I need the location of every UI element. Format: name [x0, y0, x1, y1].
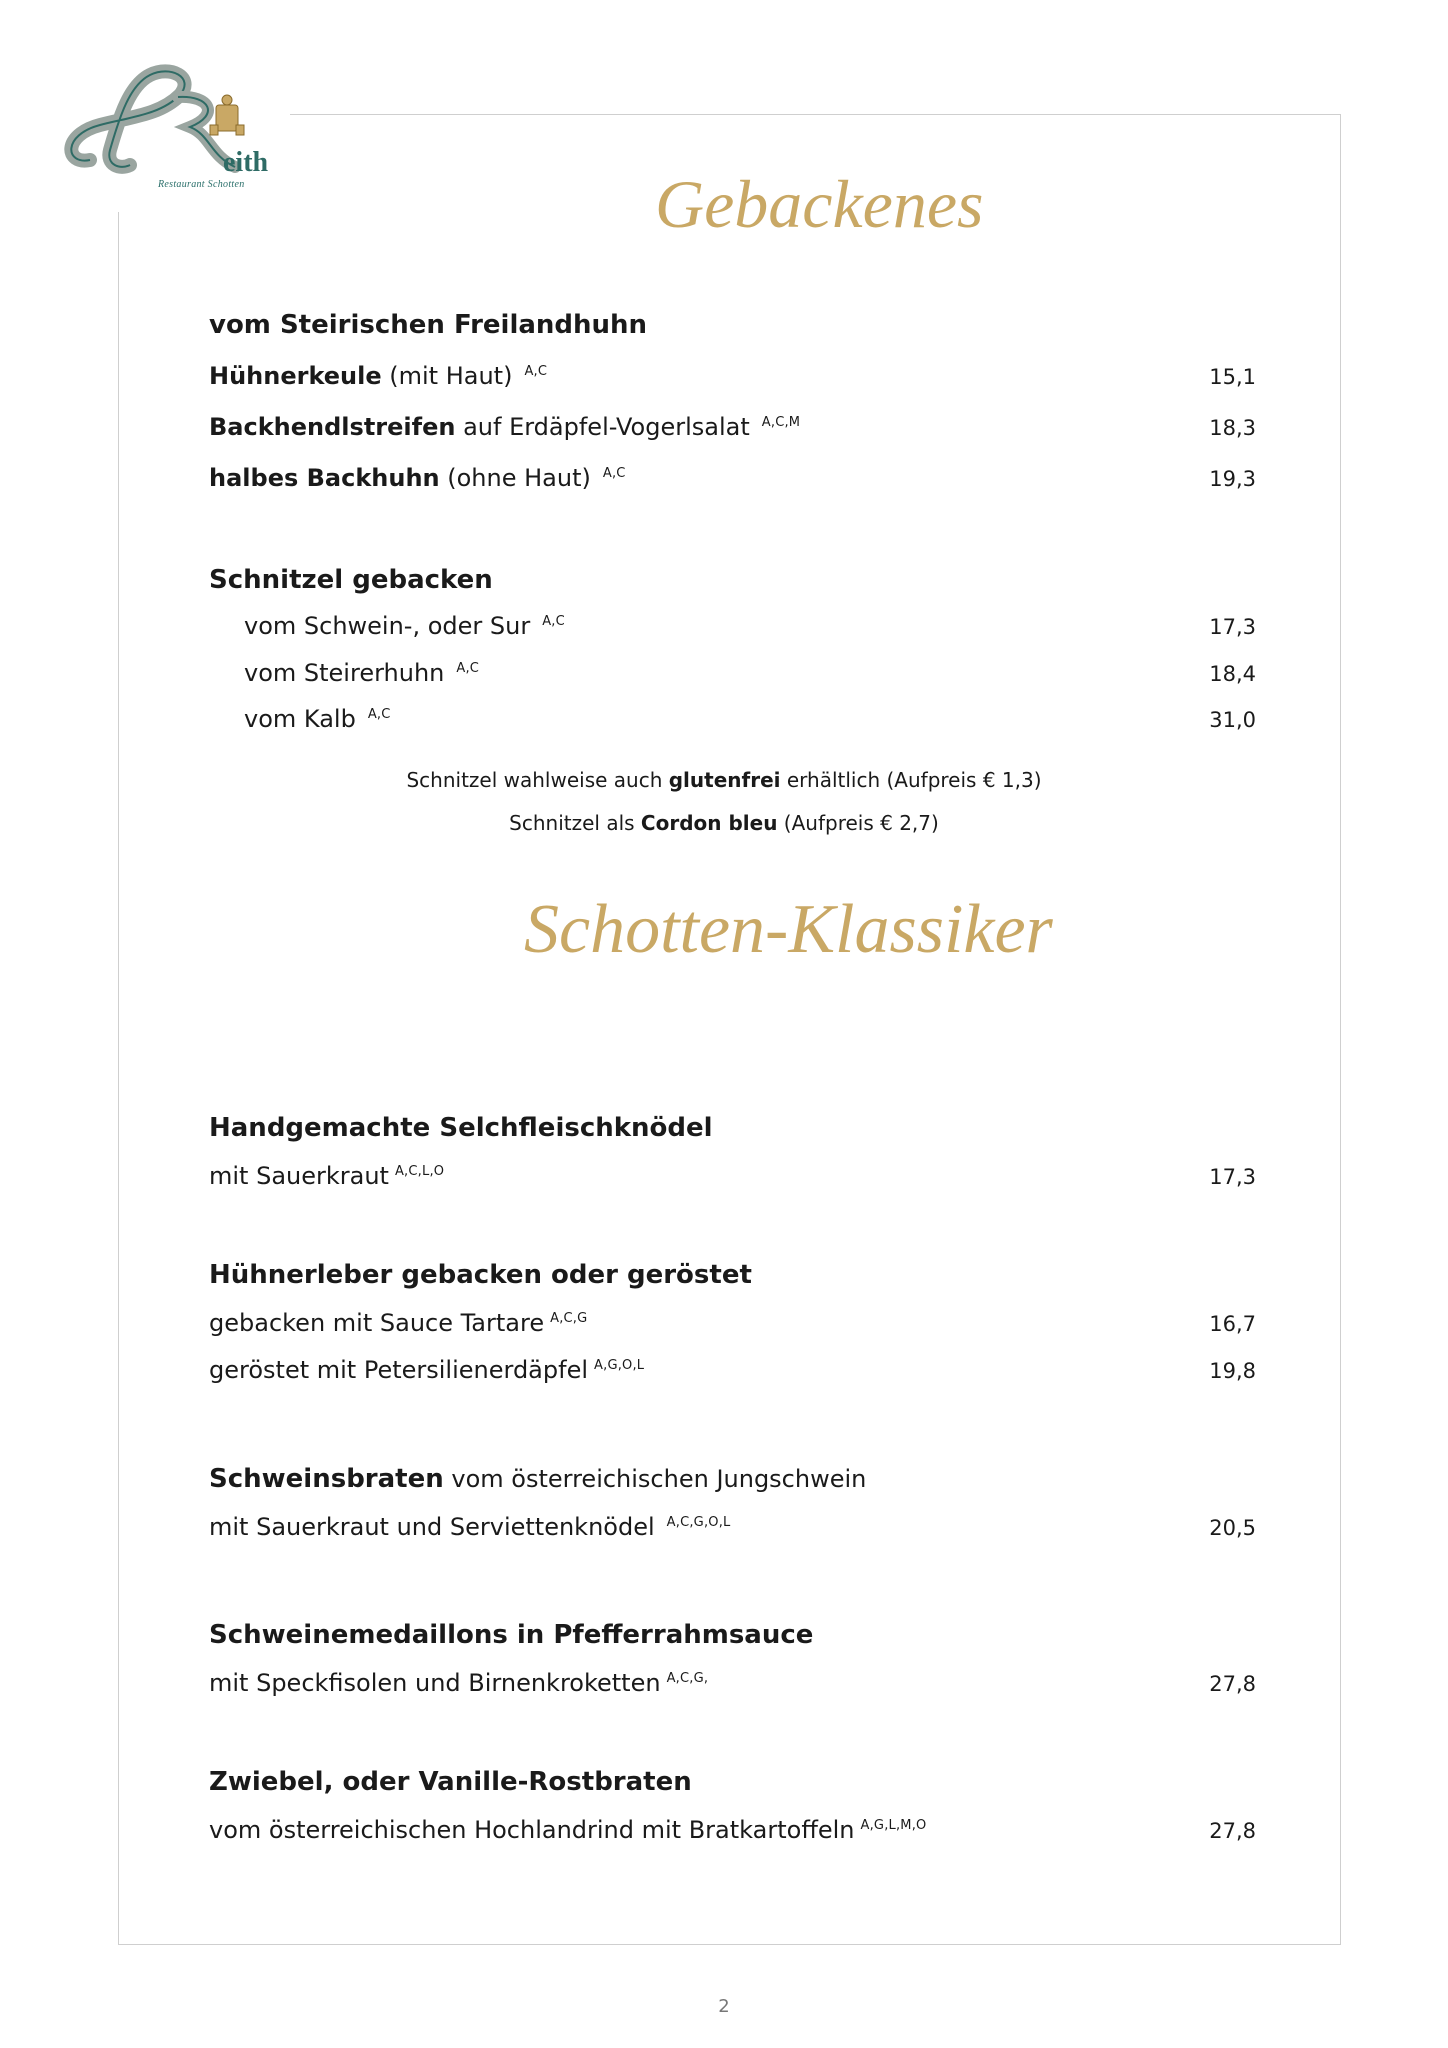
menu-item	[244, 705, 1256, 745]
huhn-heading: vom Steirischen Freilandhuhn	[209, 310, 648, 340]
item-price: 16,7	[1209, 1312, 1256, 1336]
item-price: 17,3	[1209, 1165, 1256, 1189]
item-desc: mit Sauerkraut und Serviettenknödel	[209, 1513, 655, 1541]
note-bold: glutenfrei	[668, 768, 781, 792]
menu-item	[209, 1513, 1256, 1553]
schnitzel-note-glutenfree	[0, 768, 1448, 792]
item-price: 20,5	[1209, 1516, 1256, 1540]
dish-heading: Schweinemedaillons in Pfefferrahmsauce	[209, 1620, 814, 1650]
allergen-codes: A,C	[456, 661, 480, 676]
allergen-codes: A,G,O,L	[594, 1358, 645, 1373]
note-text: erhältlich (Aufpreis € 1,3)	[780, 768, 1042, 792]
menu-item	[209, 413, 1256, 453]
item-desc: (ohne Haut)	[439, 464, 591, 492]
note-bold: Cordon bleu	[640, 811, 778, 835]
menu-item	[209, 1309, 1256, 1349]
allergen-codes: A,C,M	[761, 415, 801, 430]
dish-heading-suffix: vom österreichischen Jungschwein	[443, 1465, 867, 1493]
note-text: (Aufpreis € 2,7)	[777, 811, 939, 835]
dish-heading	[209, 1464, 866, 1494]
allergen-codes: A,C,G	[550, 1311, 588, 1326]
item-price: 19,3	[1209, 467, 1256, 491]
allergen-codes: A,C,G,O,L	[666, 1515, 731, 1530]
item-price: 27,8	[1209, 1672, 1256, 1696]
item-desc: mit Speckfisolen und Birnenkroketten	[209, 1669, 661, 1697]
dish-heading-bold: Schweinsbraten	[209, 1464, 444, 1494]
allergen-codes: A,C	[524, 364, 548, 379]
dish-heading: Handgemachte Selchfleischknödel	[209, 1113, 713, 1143]
allergen-codes: A,G,L,M,O	[860, 1818, 927, 1833]
item-desc: gebacken mit Sauce Tartare	[209, 1309, 545, 1337]
item-price: 15,1	[1209, 365, 1256, 389]
logo-suffix: eith	[223, 147, 269, 178]
item-price: 18,3	[1209, 416, 1256, 440]
menu-item	[209, 1816, 1256, 1856]
dish-heading: Zwiebel, oder Vanille-Rostbraten	[209, 1767, 692, 1797]
note-text: Schnitzel wahlweise auch	[406, 768, 669, 792]
item-price: 17,3	[1209, 615, 1256, 639]
item-desc: vom österreichischen Hochlandrind mit Bratkartoffeln	[209, 1816, 855, 1844]
item-desc: vom Steirerhuhn	[244, 659, 445, 687]
menu-item	[244, 612, 1256, 652]
item-desc: vom Schwein-, oder Sur	[244, 612, 531, 640]
section-title-gebackenes: Gebackenes	[655, 166, 984, 242]
section-title-klassiker: Schotten-Klassiker	[524, 891, 1053, 968]
item-desc: mit Sauerkraut	[209, 1162, 389, 1190]
page-number: 2	[718, 1996, 730, 2017]
item-name: Hühnerkeule	[209, 362, 382, 390]
allergen-codes: A,C,G,	[666, 1671, 709, 1686]
item-price: 27,8	[1209, 1819, 1256, 1843]
allergen-codes: A,C	[367, 707, 391, 722]
schnitzel-heading: Schnitzel gebacken	[209, 565, 493, 595]
menu-item	[209, 1356, 1256, 1396]
item-desc: geröstet mit Petersilienerdäpfel	[209, 1356, 589, 1384]
restaurant-logo	[60, 55, 280, 195]
item-name: halbes Backhuhn	[209, 464, 440, 492]
menu-item	[244, 659, 1256, 699]
menu-item	[209, 1162, 1256, 1202]
item-price: 18,4	[1209, 662, 1256, 686]
menu-item	[209, 1669, 1256, 1709]
dish-heading: Hühnerleber gebacken oder geröstet	[209, 1260, 752, 1290]
schnitzel-note-cordon-bleu	[0, 811, 1448, 835]
allergen-codes: A,C	[602, 466, 626, 481]
item-desc: (mit Haut)	[381, 362, 513, 390]
item-price: 19,8	[1209, 1359, 1256, 1383]
note-text: Schnitzel als	[509, 811, 641, 835]
item-name: Backhendlstreifen	[209, 413, 456, 441]
allergen-codes: A,C	[542, 614, 565, 629]
allergen-codes: A,C,L,O	[394, 1164, 445, 1179]
menu-item	[209, 362, 1256, 402]
logo-subtitle: Restaurant Schotten	[158, 179, 245, 190]
item-desc: vom Kalb	[244, 705, 356, 733]
item-price: 31,0	[1209, 708, 1256, 732]
menu-item	[209, 464, 1256, 504]
item-desc: auf Erdäpfel-Vogerlsalat	[455, 413, 750, 441]
